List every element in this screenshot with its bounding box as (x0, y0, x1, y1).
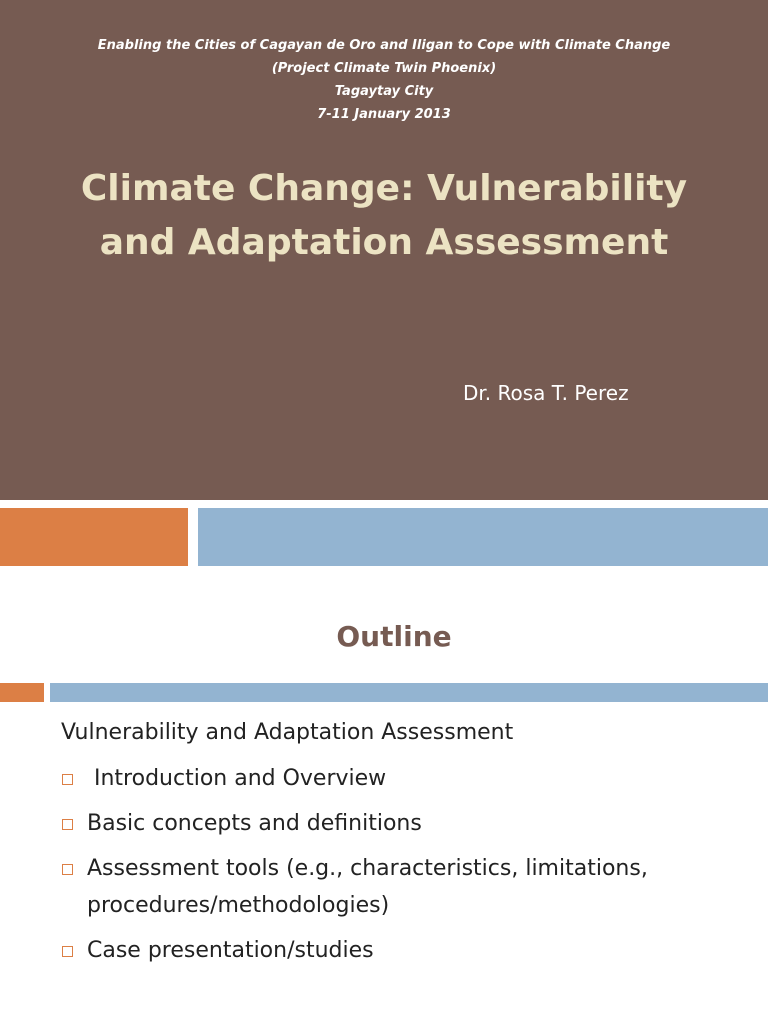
decorative-orange-strip (0, 683, 44, 702)
slide-title-line-1: Climate Change: Vulnerability (80, 168, 688, 209)
hollow-square-icon (62, 946, 73, 957)
decorative-blue-strip (50, 683, 768, 702)
author-name: Dr. Rosa T. Perez (463, 381, 629, 405)
list-item (61, 850, 761, 924)
outline-heading: Outline (336, 620, 452, 653)
slide-title (0, 162, 768, 270)
list-item-text: Basic concepts and definitions (87, 811, 422, 836)
outline-intro: Vulnerability and Adaptation Assessment (61, 720, 514, 745)
list-item (61, 932, 761, 969)
event-location: Tagaytay City (334, 84, 434, 99)
list-item (61, 805, 761, 842)
event-header (0, 34, 768, 126)
title-slide (0, 0, 768, 500)
list-item-text: Introduction and Overview (87, 766, 387, 791)
hollow-square-icon (62, 774, 73, 785)
list-item-text: Case presentation/studies (87, 938, 374, 963)
decorative-blue-bar (198, 508, 768, 566)
list-item-text: Assessment tools (e.g., characteristics, limitations, procedures/methodologies) (87, 856, 648, 918)
outline-list (61, 760, 761, 977)
slide-title-line-2: and Adaptation Assessment (99, 222, 669, 263)
hollow-square-icon (62, 819, 73, 830)
event-name: Enabling the Cities of Cagayan de Oro and Iligan to Cope with Climate Change (97, 38, 671, 53)
list-item (61, 760, 761, 797)
hollow-square-icon (62, 864, 73, 875)
decorative-orange-bar (0, 508, 188, 566)
event-date: 7-11 January 2013 (317, 107, 451, 122)
project-name: (Project Climate Twin Phoenix) (271, 61, 497, 76)
